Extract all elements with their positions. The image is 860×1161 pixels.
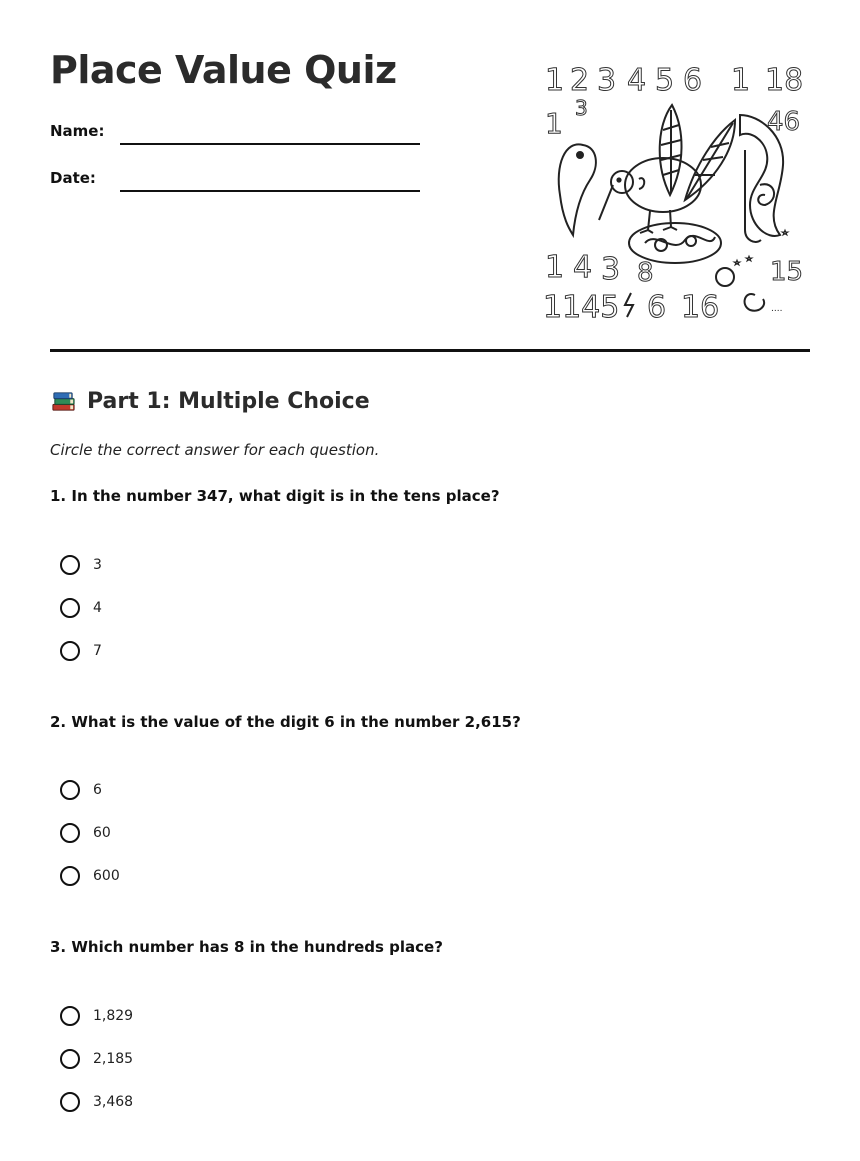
name-label: Name: xyxy=(50,122,105,140)
date-line[interactable] xyxy=(120,190,420,192)
q2-option-2[interactable] xyxy=(60,820,111,846)
illustration-number: 3 xyxy=(575,96,588,120)
q1-option-1[interactable] xyxy=(60,552,102,578)
illustration-number: 18 xyxy=(765,63,804,98)
illustration-number: 2 xyxy=(570,63,590,98)
radio-button[interactable] xyxy=(60,1006,80,1026)
illustration-number: 6 xyxy=(647,290,667,325)
option-label: 2,185 xyxy=(93,1051,134,1067)
illustration-number: 5 xyxy=(655,63,675,98)
illustration-number: 1145 xyxy=(543,290,620,325)
radio-button[interactable] xyxy=(60,1092,80,1112)
page-title: Place Value Quiz xyxy=(50,48,397,92)
radio-button[interactable] xyxy=(60,555,80,575)
koru-icon xyxy=(559,144,596,235)
illustration-number: 1 xyxy=(545,250,565,285)
q1-option-2[interactable] xyxy=(60,595,102,621)
name-line[interactable] xyxy=(120,143,420,145)
kiwi-numbers-illustration xyxy=(535,55,810,325)
squiggle-icon xyxy=(625,293,633,317)
illustration-number: 3 xyxy=(597,63,617,98)
radio-button[interactable] xyxy=(60,598,80,618)
illustration-number: 6 xyxy=(683,63,703,98)
illustration-number: 1 xyxy=(545,107,563,140)
option-label: 7 xyxy=(93,643,102,659)
illustration-number: 1 xyxy=(545,63,565,98)
radio-button[interactable] xyxy=(60,1049,80,1069)
option-label: 4 xyxy=(93,600,102,616)
option-label: 600 xyxy=(93,868,120,884)
part1-heading-text: Part 1: Multiple Choice xyxy=(87,389,370,414)
svg-text:....: .... xyxy=(771,304,783,314)
radio-button[interactable] xyxy=(60,866,80,886)
illustration-number: 8 xyxy=(637,258,654,288)
illustration-number: 3 xyxy=(601,252,621,287)
instructions: Circle the correct answer for each question. xyxy=(50,441,380,459)
illustration-number: 4 xyxy=(627,63,647,98)
q2-option-1[interactable] xyxy=(60,777,102,803)
option-label: 60 xyxy=(93,825,111,841)
date-label: Date: xyxy=(50,169,96,187)
question-1: 1. In the number 347, what digit is in the tens place? xyxy=(50,487,500,505)
illustration-number: 16 xyxy=(681,290,720,325)
illustration-number: 4 xyxy=(573,250,593,285)
q2-option-3[interactable] xyxy=(60,863,120,889)
question-2: 2. What is the value of the digit 6 in the number 2,615? xyxy=(50,713,521,731)
illustration-number: 1 xyxy=(731,63,751,98)
part1-heading xyxy=(50,388,370,415)
illustration-number: 15 xyxy=(770,257,804,287)
q3-option-1[interactable] xyxy=(60,1003,133,1029)
question-3: 3. Which number has 8 in the hundreds place? xyxy=(50,938,443,956)
q3-option-2[interactable] xyxy=(60,1046,133,1072)
option-label: 6 xyxy=(93,782,102,798)
q3-option-3[interactable] xyxy=(60,1089,133,1115)
option-label: 3,468 xyxy=(93,1094,134,1110)
illustration-number: 46 xyxy=(767,107,801,137)
radio-button[interactable] xyxy=(60,823,80,843)
header-divider xyxy=(50,349,810,352)
option-label: 1,829 xyxy=(93,1008,134,1024)
radio-button[interactable] xyxy=(60,780,80,800)
option-label: 3 xyxy=(93,557,102,573)
radio-button[interactable] xyxy=(60,641,80,661)
q1-option-3[interactable] xyxy=(60,638,102,664)
books-icon xyxy=(50,388,77,415)
